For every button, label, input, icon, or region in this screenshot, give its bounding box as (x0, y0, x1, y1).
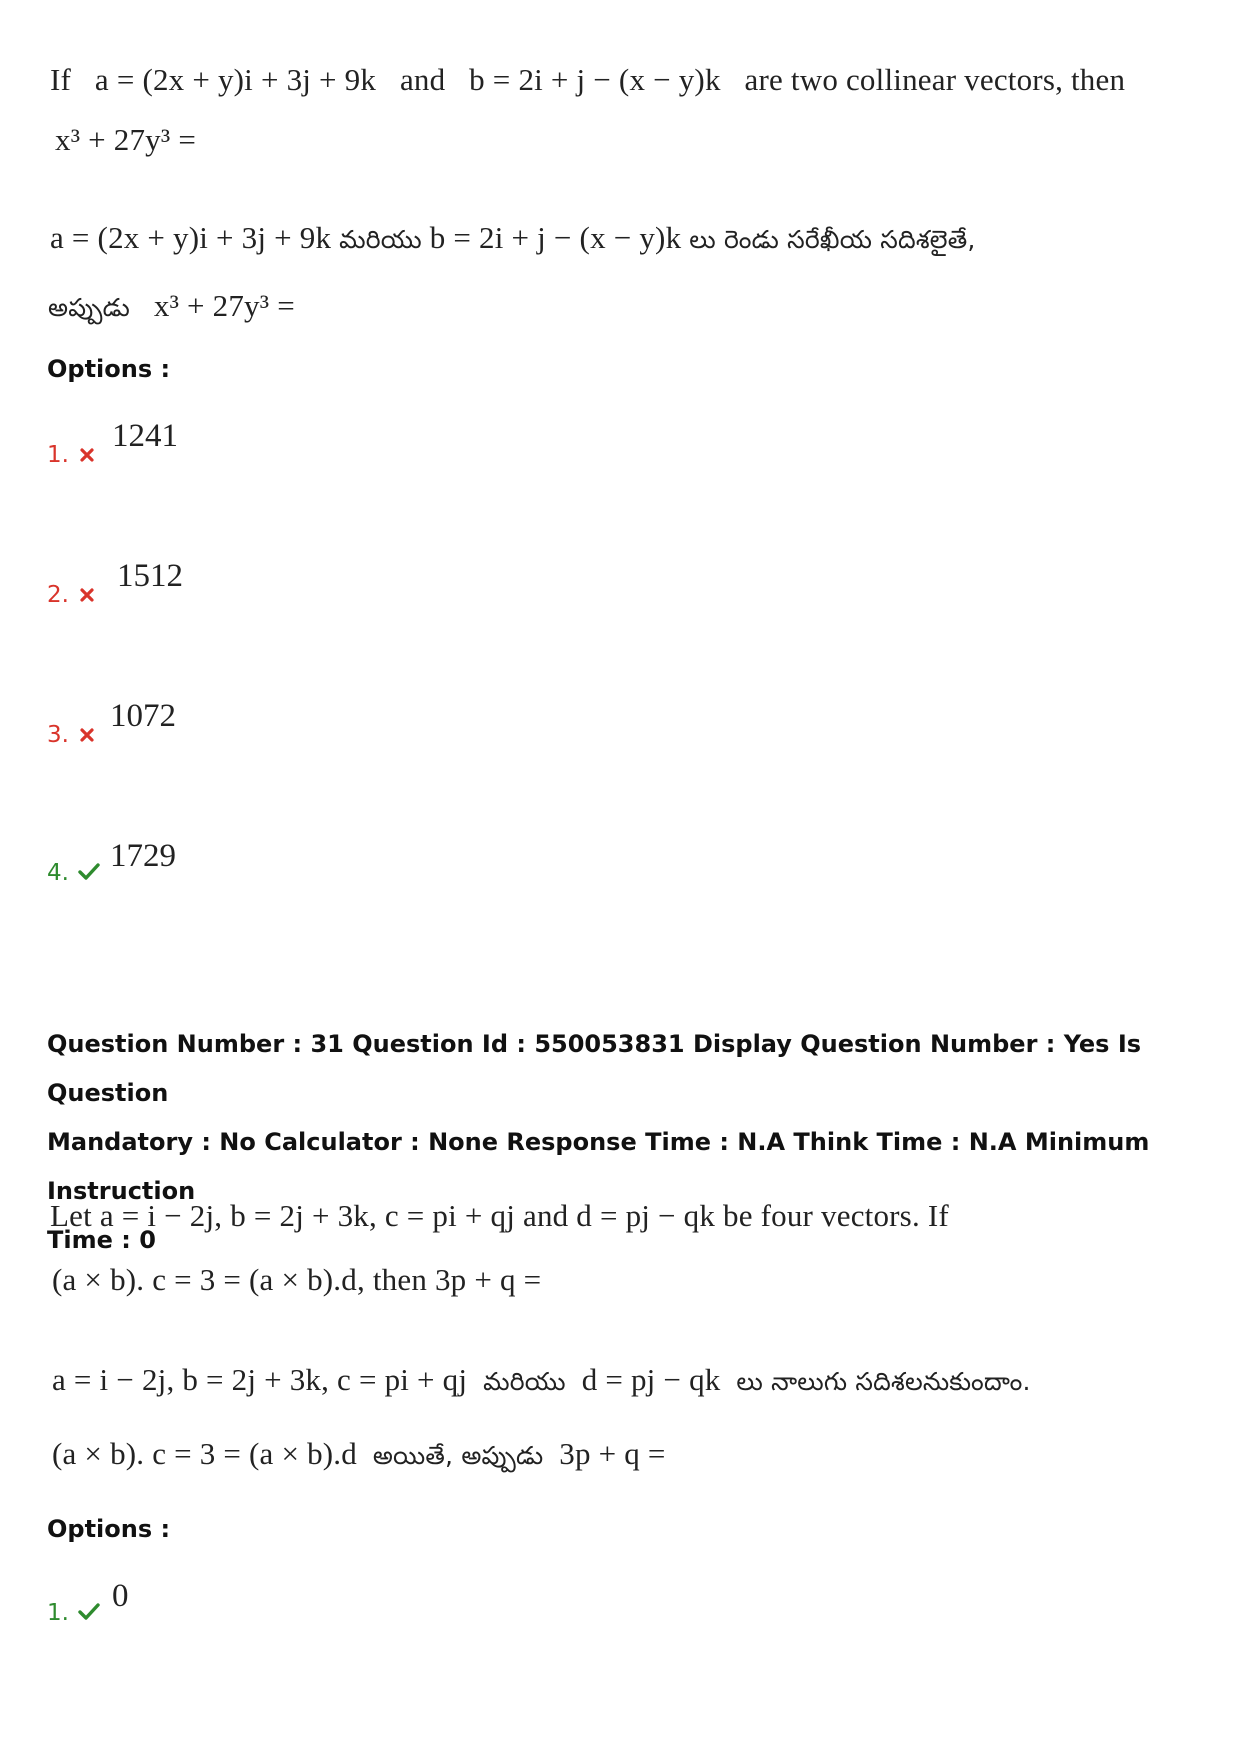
option-value: 0 (112, 1578, 129, 1614)
option-number: 4. (47, 860, 69, 886)
q31-telugu-line-1: a = i − 2j, b = 2j + 3k, c = pi + qj మరియు d = pj − qk లు నాలుగు సదిశలనుకుందాం. (52, 1362, 1031, 1397)
q31-english-line-1: Let a = i − 2j, b = 2j + 3k, c = pi + qj and d = pj − qk be four vectors. If (50, 1198, 949, 1233)
cross-icon (80, 588, 94, 602)
checkmark-icon (78, 862, 100, 880)
option-number: 1. (47, 442, 69, 468)
option-value: 1072 (110, 698, 176, 734)
checkmark-icon (78, 1602, 100, 1620)
q31-option-1 (47, 1600, 69, 1626)
q30-option-3 (47, 722, 69, 748)
q30-options-label: Options : (47, 355, 171, 383)
option-number: 3. (47, 722, 69, 748)
option-value: 1512 (117, 558, 183, 594)
cross-icon (80, 448, 94, 462)
cross-icon (80, 728, 94, 742)
q30-english-line-2: x³ + 27y³ = (55, 122, 197, 157)
q30-telugu-line-2: అప్పుడు x³ + 27y³ = (48, 288, 295, 323)
option-number: 1. (47, 1600, 69, 1626)
q31-telugu-line-2: (a × b). c = 3 = (a × b).d అయితే, అప్పుడు 3p + q = (52, 1436, 666, 1471)
option-value: 1241 (112, 418, 178, 454)
option-number: 2. (47, 582, 69, 608)
q30-option-2 (47, 582, 69, 608)
meta-line: Time : 0 (47, 1226, 156, 1254)
q30-option-4 (47, 860, 69, 886)
meta-line: Mandatory : No Calculator : None Response Time : N.A Think Time : N.A Minimum Instruction (47, 1128, 1150, 1205)
q30-option-1 (47, 442, 69, 468)
option-value: 1729 (110, 838, 176, 874)
q31-options-label: Options : (47, 1515, 171, 1543)
meta-line: Question Number : 31 Question Id : 550053831 Display Question Number : Yes Is Question (47, 1030, 1142, 1107)
q31-english-line-2: (a × b). c = 3 = (a × b).d, then 3p + q = (52, 1262, 542, 1297)
q30-english-line-1: If a = (2x + y)i + 3j + 9k and b = 2i + j − (x − y)k are two collinear vectors, then (50, 62, 1126, 97)
q30-telugu-line-1: a = (2x + y)i + 3j + 9k మరియు b = 2i + j − (x − y)k లు రెండు సరేఖీయ సదిశలైతే, (50, 220, 976, 255)
